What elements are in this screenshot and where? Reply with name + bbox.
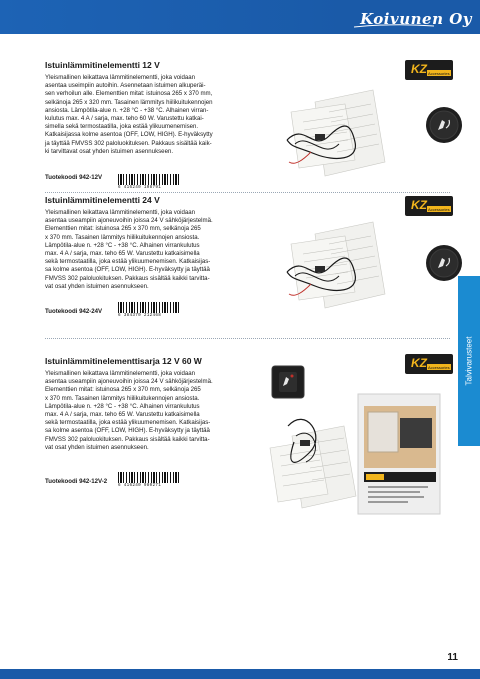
logo-swoosh-icon xyxy=(354,24,434,28)
page-number: 11 xyxy=(447,652,458,663)
product-code: Tuotekoodi 942-24V xyxy=(45,308,103,315)
footer-band xyxy=(0,669,480,679)
barcode-bars xyxy=(118,302,180,313)
product-code: Tuotekoodi 942-12V-2 xyxy=(45,478,108,485)
barcode-number: 6 416240 108791 xyxy=(118,185,162,190)
product-barcode xyxy=(118,472,180,488)
product-title: Istuinlämmitinelementti 24 V xyxy=(45,195,160,205)
heater-switch-image xyxy=(270,364,306,400)
section-divider xyxy=(45,338,450,339)
svg-text:Accessories: Accessories xyxy=(428,207,450,212)
brand-logo xyxy=(360,10,472,28)
barcode-bars xyxy=(118,472,180,483)
kz-accessories-logo xyxy=(405,196,453,216)
seat-heater-pads-image xyxy=(285,82,395,182)
heater-switch-image xyxy=(425,244,463,282)
kz-accessories-logo xyxy=(405,60,453,80)
section-divider xyxy=(45,192,450,193)
svg-text:KZ: KZ xyxy=(411,198,427,212)
seat-heater-pads-image xyxy=(285,214,395,314)
svg-text:KZ: KZ xyxy=(411,356,427,370)
product-title: Istuinlämmitinelementtisarja 12 V 60 W xyxy=(45,356,202,366)
product-barcode xyxy=(118,174,180,190)
svg-text:Accessories: Accessories xyxy=(428,71,450,76)
product-code: Tuotekoodi 942-12V xyxy=(45,174,103,181)
barcode-number: 6 384370 212468 xyxy=(118,313,162,318)
header-gradient xyxy=(0,0,350,34)
barcode-bars xyxy=(118,174,180,185)
product-title: Istuinlämmitinelementti 12 V xyxy=(45,60,160,70)
product-description: Yleismallinen leikattava lämmitinelementti, joka voidaan asentaa useampiin ajoneuvoihin joissa 24 V sähköjärjestelmä. Elementtien mitat: istuinosa 265 x 370 mm, selkänoja 265 x 370 mm. Tasainen lämmitys hiilikuitukennojen ansiosta. Lämpötila-alue n. +28 °C - +38 °C. Alhainen virrankulutus max. 4 A / sarja, max. teho 65 W. Varustettu katkaisimella sekä termostaatilla, joka estää ylikuumenemisen. Katkaisijas- sa kolme asentoa (OFF, LOW, HIGH). E-hyväksytty ja täyttää FMVSS 302 paloluokituksen. Pakkaus sisältää kaikki tarvitta- vat osat yhden istuimen asennukseen. xyxy=(45,370,213,451)
product-description: Yleismallinen leikattava lämmitinelementti, joka voidaan asentaa useampiin ajoneuvoihin joissa 24 V sähköjärjestelmä. Elementtien mitat: istuinosa 265 x 370 mm, selkänoja 265 x 370 mm. Tasainen lämmitys hiilikuitukennojen ansiosta. Lämpötila-alue n. +28 °C - +38 °C. Alhainen virrankulutus max. 4 A / sarja, max. teho 65 W. Varustettu katkaisimella sekä termostaatilla, joka estää ylikuumenemisen. Katkaisijas- sa kolme asentoa (OFF, LOW, HIGH). E-hyväksytty ja täyttää FMVSS 302 paloluokituksen. Pakkaus sisältää kaikki tarvitta- vat osat yhden istuimen asennukseen. xyxy=(45,209,213,290)
product-section-3 xyxy=(45,356,245,452)
barcode-number: 6 416240 980271 xyxy=(118,483,162,488)
kz-accessories-logo xyxy=(405,354,453,374)
heater-switch-image xyxy=(425,106,463,144)
product-package-image xyxy=(356,392,442,516)
category-side-tab[interactable] xyxy=(458,276,480,446)
category-side-tab-label: Talvivarusteet xyxy=(464,336,474,386)
svg-text:KZ: KZ xyxy=(411,62,427,76)
brand-name: Koivunen Oy xyxy=(360,10,472,28)
product-description: Yleismallinen leikattava lämmitinelementti, joka voidaan asentaa useimpiin autoihin. Asennetaan istuimen alkuperäi- sen verhoilun alle. Elementtien mitat: istuinosa 265 x 370 mm, selkänoja 265 x 320 mm. Tasainen lämmitys hiilikuitukennojen ansiosta. Lämpötila-alue n. +28 °C - +38 °C. Alhainen virran- kulutus max. 4 A / sarja, max. teho 60 W. Varustettu katkai- simella sekä termostaatilla, joka estää ylikuumenemisen. Katkaisijassa kolme asentoa (OFF, LOW, HIGH). E-hyväksytty ja täyttää FMVSS 302 paloluokituksen. Pakkaus sisältää kaik- ki tarvittavat osat yhden istuimen asennukseen. xyxy=(45,74,213,155)
product-section-1 xyxy=(45,60,245,156)
svg-text:Accessories: Accessories xyxy=(428,365,450,370)
product-section-2 xyxy=(45,195,245,291)
header-band xyxy=(0,0,480,34)
product-barcode xyxy=(118,302,180,318)
